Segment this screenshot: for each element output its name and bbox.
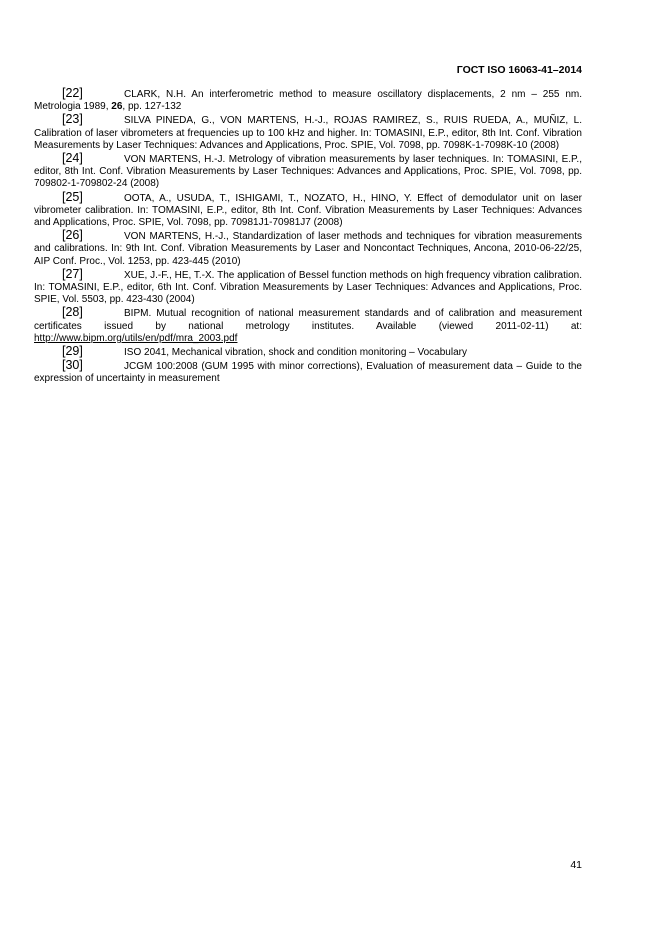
reference-number: [23]	[62, 112, 83, 127]
reference-27	[34, 268, 582, 307]
reference-text: SILVA PINEDA, G., VON MARTENS, H.-J., ROJAS RAMIREZ, S., RUIS RUEDA, A., MUÑIZ, L. Calibration of laser vibrometers at frequencies up to 100 kHz and higher. In: TOMASINI, E.P., editor, 8th Int. Conf. Vibration Measurements by Laser Techniques: Advances and Applications, Proc. SPIE, Vol. 7098, pp. 7098K-1-7098K-10 (2008)	[34, 115, 582, 151]
document-id-header: ГОСТ ISO 16063-41–2014	[456, 64, 582, 76]
reference-30	[34, 359, 582, 385]
reference-text: VON MARTENS, H.-J., Standardization of laser methods and techniques for vibration measurements and calibrations. In: 9th Int. Conf. Vibration Measurements by Laser and Noncontact Techniques, Ancona, 2010-06-22/25, AIP Conf. Proc., Vol. 1253, pp. 423-445 (2010)	[34, 231, 582, 267]
reference-text: CLARK, N.H. An interferometric method to measure oscillatory displacements, 2 nm – 255 nm. Metrologia 1989,	[34, 89, 582, 113]
reference-number: [26]	[62, 228, 83, 243]
reference-number: [25]	[62, 189, 83, 204]
reference-22	[34, 87, 582, 113]
reference-text: VON MARTENS, H.-J. Metrology of vibration measurements by laser techniques. In: TOMASINI, E.P., editor, 8th Int. Conf. Vibration Measurements by Laser Techniques: Advances and Applications, Proc. SPIE, Vol. 7098, pp. 709802-1-709802-24 (2008)	[34, 154, 582, 190]
reference-text: ISO 2041, Mechanical vibration, shock and condition monitoring – Vocabulary	[124, 347, 467, 359]
reference-text-end: , pp. 127-132	[122, 101, 182, 113]
reference-text: BIPM. Mutual recognition of national measurement standards and of calibration and measurement certificates issued by national metrology institutes. Available (viewed 2011-02-11) at:	[34, 308, 582, 332]
reference-28	[34, 306, 582, 345]
bibliography-list	[34, 87, 582, 386]
reference-text: JCGM 100:2008 (GUM 1995 with minor corrections), Evaluation of measurement data – Guide to the expression of uncertainty in measurement	[34, 361, 582, 385]
reference-number: [22]	[62, 86, 83, 100]
page-number: 41	[570, 859, 582, 871]
reference-29	[34, 345, 582, 359]
reference-text: OOTA, A., USUDA, T., ISHIGAMI, T., NOZATO, H., HINO, Y. Effect of demodulator unit on laser vibrometer calibration. In: TOMASINI, E.P., editor, 8th Int. Conf. Vibration Measurements by Laser Techniques: Advances and Applications, Proc. SPIE, Vol. 7098, pp. 70981J1-70981J7 (2008)	[34, 192, 582, 229]
reference-number: [30]	[62, 358, 83, 373]
reference-text: XUE, J.-F., HE, T.-X. The application of Bessel function methods on high frequency vibration calibration. In: TOMASINI, E.P., editor, 6th Int. Conf. Vibration Measurements by Laser Techniques: Advances and Applications, Proc. SPIE, Vol. 5503, pp. 423-430 (2004)	[34, 269, 582, 306]
reference-number: [24]	[62, 151, 83, 166]
reference-26	[34, 229, 582, 268]
reference-24	[34, 152, 582, 191]
reference-number: [27]	[62, 266, 83, 281]
reference-volume: 26	[111, 101, 123, 113]
bipm-link[interactable]: http://www.bipm.org/utils/en/pdf/mra_2003.pdf	[34, 332, 238, 344]
reference-number: [29]	[62, 344, 83, 359]
reference-25	[34, 191, 582, 230]
reference-number: [28]	[62, 305, 83, 320]
reference-23	[34, 113, 582, 152]
